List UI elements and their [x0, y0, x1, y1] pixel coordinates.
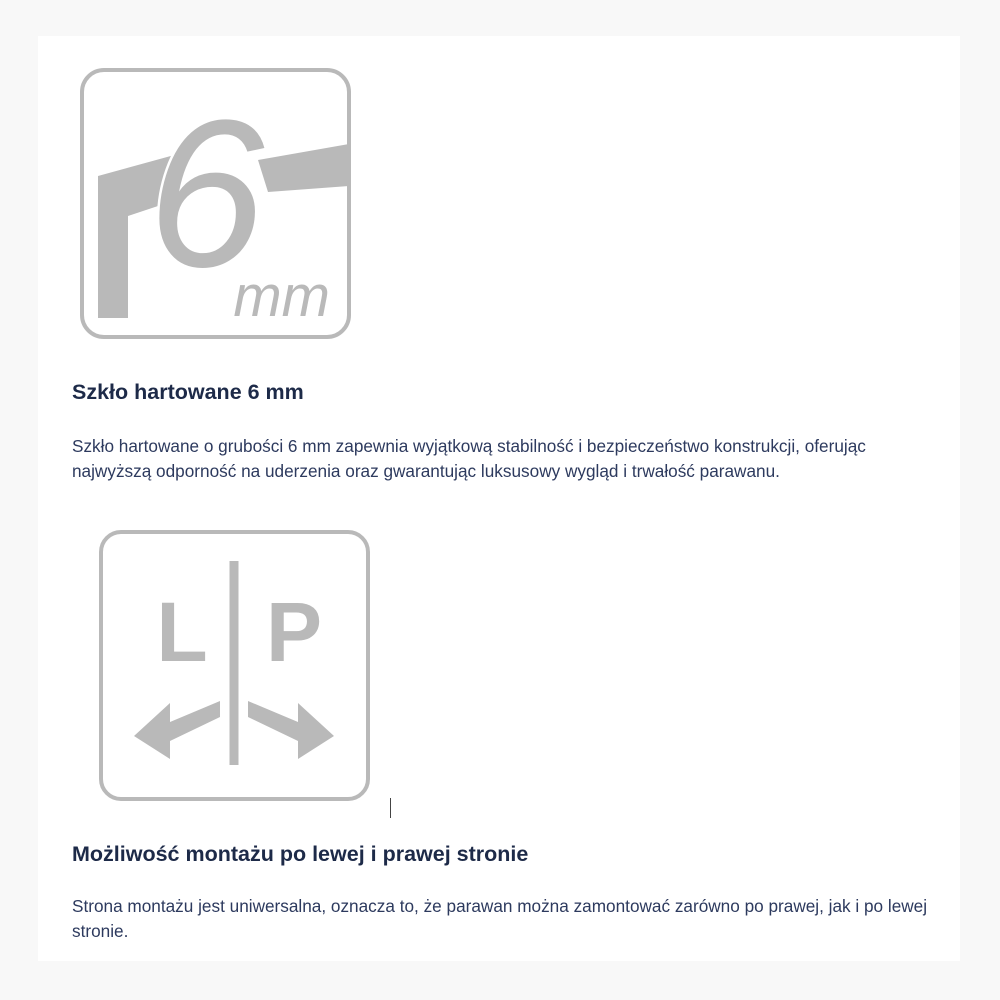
- right-arrow-icon: [248, 701, 334, 759]
- feature-title-glass: Szkło hartowane 6 mm: [72, 380, 304, 404]
- feature-panel: [38, 36, 960, 961]
- thickness-unit: mm: [233, 264, 330, 329]
- left-arrow-icon: [134, 701, 220, 759]
- thickness-number: 6: [147, 76, 265, 311]
- feature-description-mounting: Strona montażu jest uniwersalna, oznacza to, że parawan można zamontować zarówno po prawej, jak i po lewej stronie.: [72, 896, 928, 941]
- glass-6mm-icon: [78, 66, 353, 341]
- feature-title-mounting: Możliwość montażu po lewej i prawej stronie: [72, 842, 529, 866]
- right-letter: P: [265, 585, 323, 679]
- left-right-mounting-icon: [98, 529, 371, 802]
- feature-description-glass: Szkło hartowane o grubości 6 mm zapewnia wyjątkową stabilność i bezpieczeństwo konstrukcji, oferując najwyższą odporność na uderzenia oraz gwarantując luksusowy wygląd i trwałość parawanu.: [72, 436, 866, 481]
- text-cursor: [390, 798, 391, 818]
- left-letter: L: [156, 585, 208, 679]
